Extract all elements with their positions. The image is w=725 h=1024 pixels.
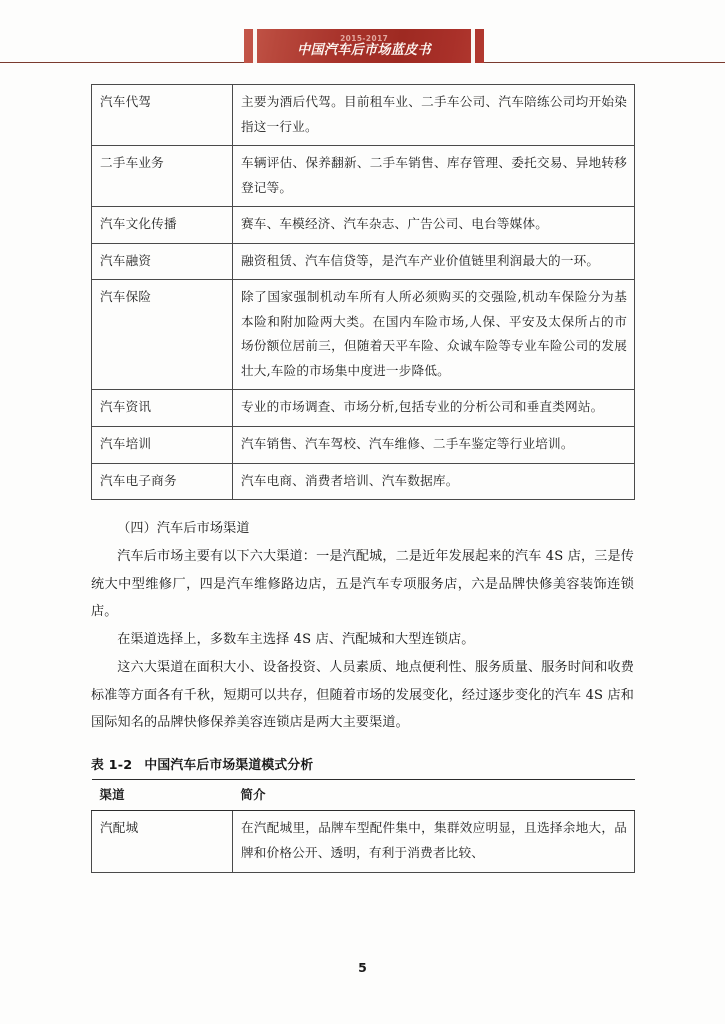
table-cell-key: 汽车资讯 [92, 390, 233, 427]
body-paragraph: 这六大渠道在面积大小、设备投资、人员素质、地点便利性、服务质量、服务时间和收费标准等方面各有千秋，短期可以共存，但随着市场的发展变化，经过逐步变化的汽车 4S 店和国际知名的品牌快修保养美容连锁店是两大主要渠道。 [91, 659, 634, 731]
table-cell-key: 汽车保险 [92, 280, 233, 390]
table-caption-title: 中国汽车后市场渠道模式分析 [144, 758, 314, 774]
banner-year-label: 2015-2017 [339, 33, 389, 43]
table-cell-value: 专业的市场调查、市场分析,包括专业的分析公司和垂直类网站。 [233, 390, 635, 427]
table-cell-key: 汽车代驾 [92, 85, 233, 146]
table-row [92, 280, 635, 390]
table-cell-key: 汽车培训 [92, 427, 233, 464]
table-cell-value: 车辆评估、保养翻新、二手车销售、库存管理、委托交易、异地转移登记等。 [233, 146, 635, 207]
section-heading: （四）汽车后市场渠道 [117, 521, 250, 537]
table-cell-value: 除了国家强制机动车所有人所必须购买的交强险,机动车保险分为基本险和附加险两大类。在国内车险市场,人保、平安及太保所占的市场份额位居前三，但随着天平车险、众诚车险等专业车险公司的发展壮大,车险的市场集中度进一步降低。 [233, 280, 635, 390]
table-row [92, 146, 635, 207]
table-cell-value: 在汽配城里，品牌车型配件集中，集群效应明显，且选择余地大，品牌和价格公开、透明，有利于消费者比较、 [233, 811, 635, 872]
business-type-table-body [92, 85, 635, 500]
channel-model-table-head [92, 780, 635, 811]
channel-model-table [91, 779, 635, 872]
table-cell-value: 汽车销售、汽车驾校、汽车维修、二手车鉴定等行业培训。 [233, 427, 635, 464]
table-cell-key: 汽车文化传播 [92, 207, 233, 244]
table-row [92, 390, 635, 427]
table-cell-value: 汽车电商、消费者培训、汽车数据库。 [233, 463, 635, 500]
table-row [92, 85, 635, 146]
table-cell-key: 汽车融资 [92, 243, 233, 280]
business-type-table [91, 84, 635, 500]
header-banner [244, 29, 484, 63]
page-number: 5 [358, 960, 367, 975]
page-header [0, 0, 725, 70]
table-caption-number: 表 1-2 [91, 758, 133, 774]
body-paragraph: 汽车后市场主要有以下六大渠道：一是汽配城，二是近年发展起来的汽车 4S 店，三是传统大中型维修厂，四是汽车维修路边店，五是汽车专项服务店，六是品牌快修美容装饰连锁店。 [91, 548, 634, 620]
table-header-row [92, 780, 635, 811]
table-row [92, 207, 635, 244]
banner-title-label: 中国汽车后市场蓝皮书 [297, 41, 431, 58]
channel-model-table-body [92, 811, 635, 872]
table-row [92, 811, 635, 872]
table-row [92, 427, 635, 464]
table-cell-value: 融资租赁、汽车信贷等，是汽车产业价值链里利润最大的一环。 [233, 243, 635, 280]
table-row [92, 463, 635, 500]
banner-stripe-left-icon [253, 29, 257, 63]
column-header-description: 简介 [233, 780, 635, 811]
table-cell-value: 赛车、车模经济、汽车杂志、广告公司、电台等媒体。 [233, 207, 635, 244]
table-cell-key: 汽车电子商务 [92, 463, 233, 500]
table-caption [91, 754, 634, 773]
body-paragraph: 在渠道选择上，多数车主选择 4S 店、汽配城和大型连锁店。 [117, 632, 475, 648]
content-column [91, 84, 634, 873]
column-header-channel: 渠道 [92, 780, 233, 811]
body-text-block [91, 515, 634, 737]
table-row [92, 243, 635, 280]
table-cell-key: 二手车业务 [92, 146, 233, 207]
banner-stripe-right-icon [471, 29, 475, 63]
table-cell-key: 汽配城 [92, 811, 233, 872]
banner-text-group [260, 29, 468, 63]
table-cell-value: 主要为酒后代驾。目前租车业、二手车公司、汽车陪练公司均开始染指这一行业。 [233, 85, 635, 146]
